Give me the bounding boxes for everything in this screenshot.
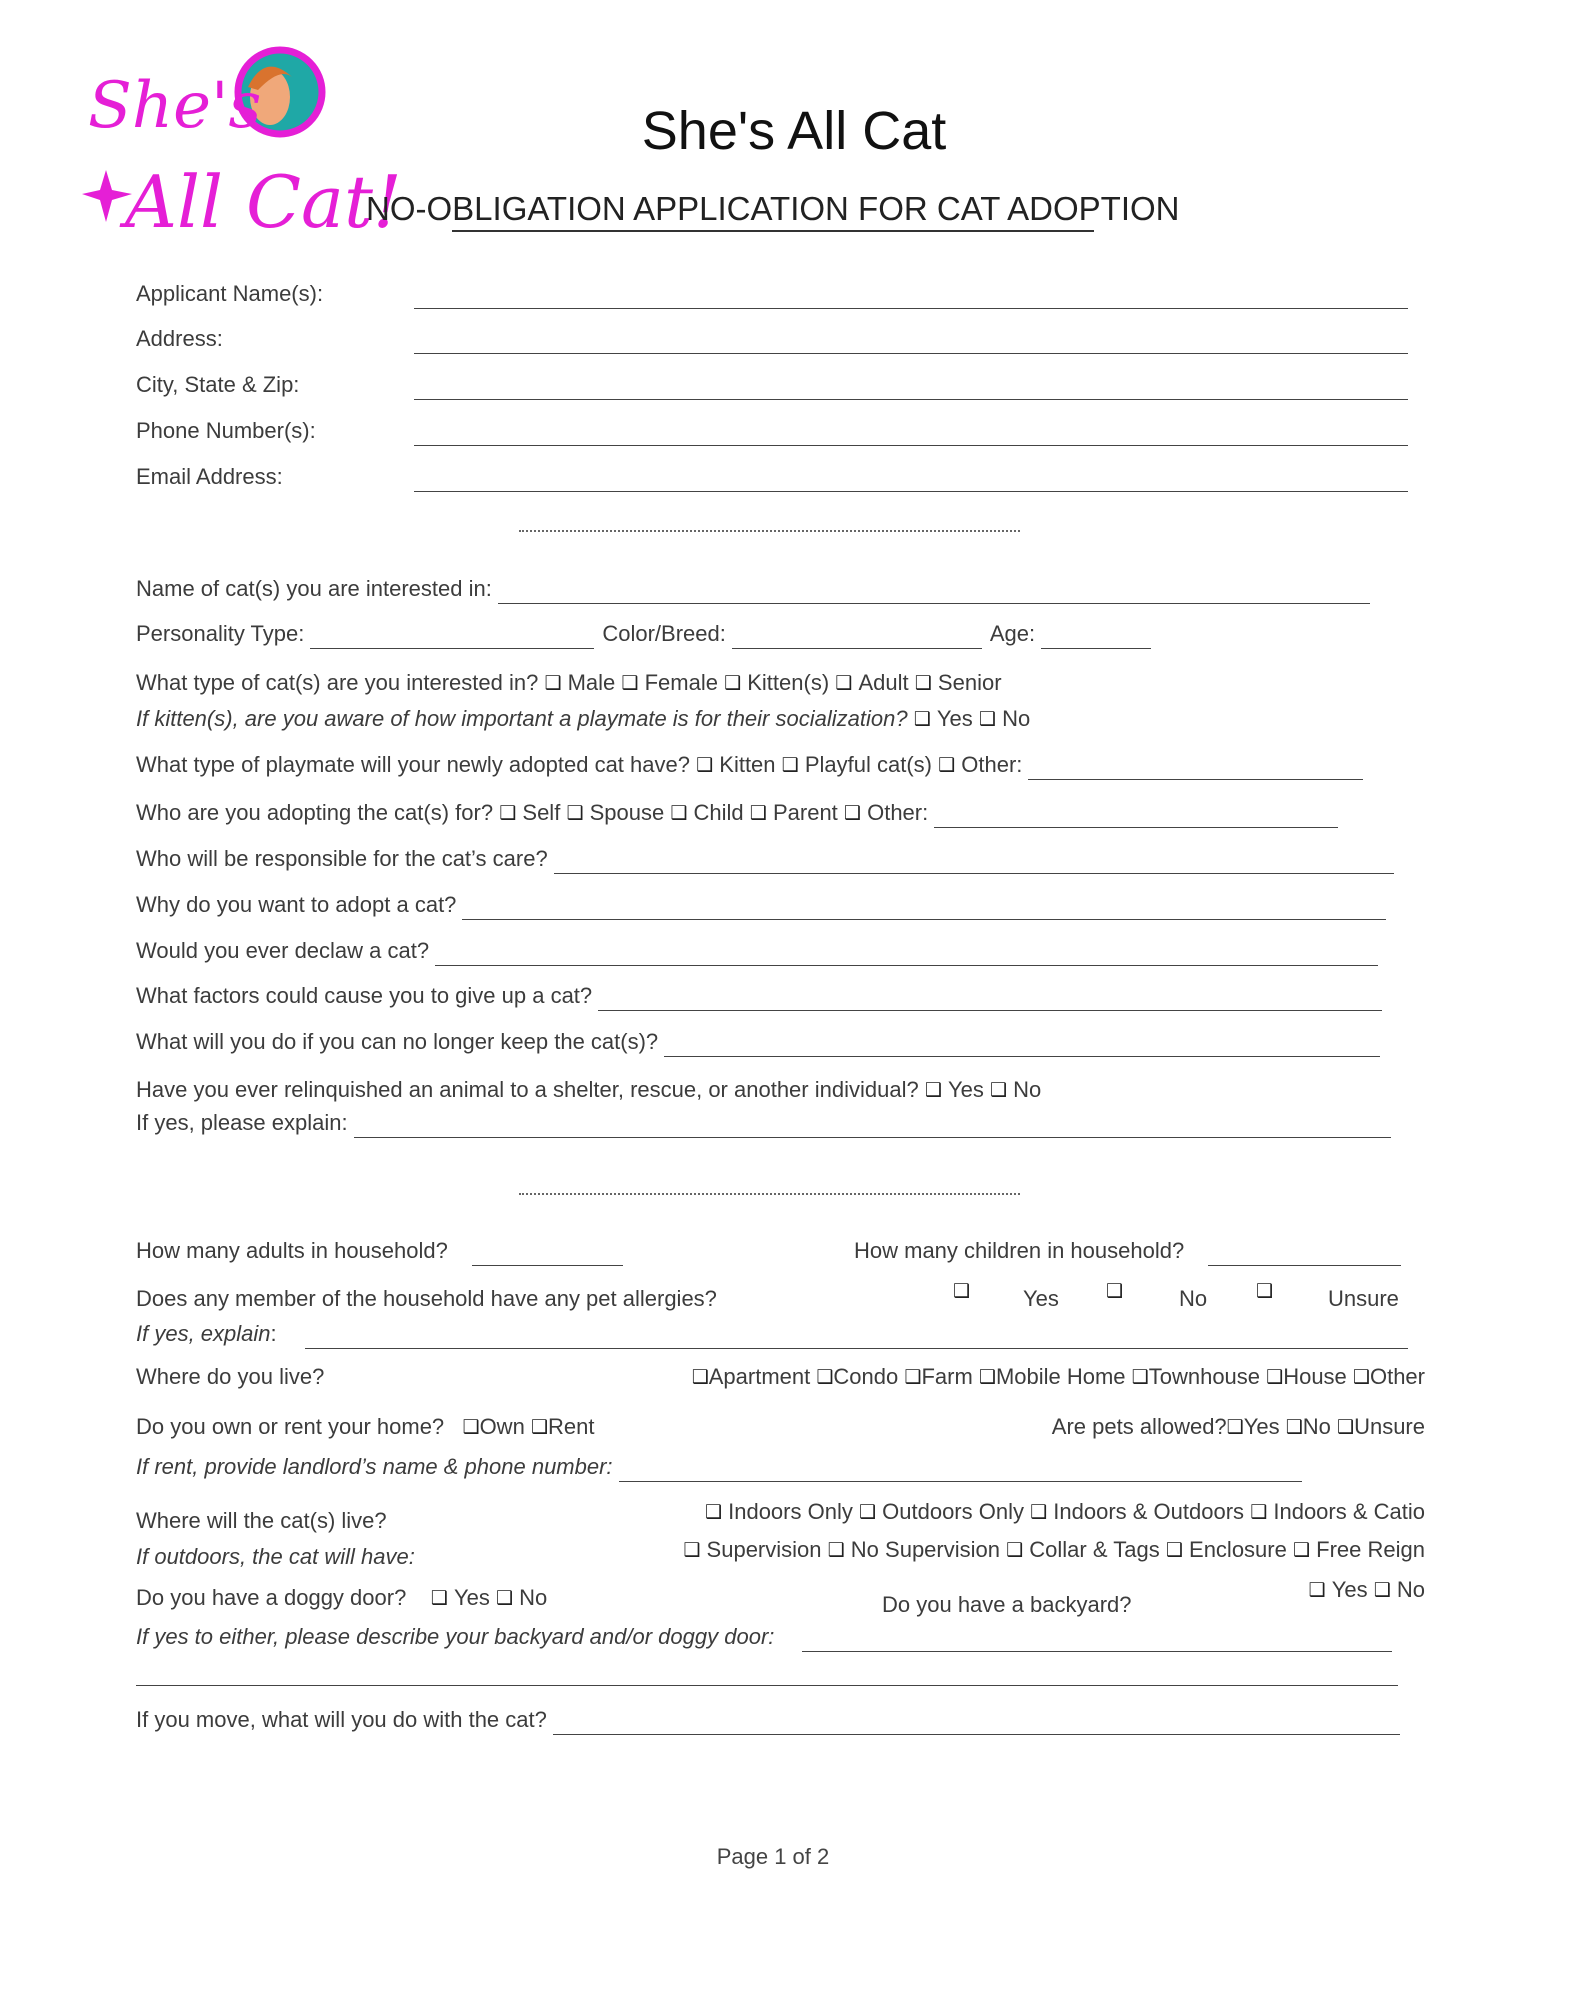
- landlord-input[interactable]: [619, 1459, 1302, 1482]
- applicant-name-input[interactable]: [414, 286, 1408, 309]
- checkbox-no[interactable]: ❑: [1285, 1416, 1303, 1438]
- checkbox-kitten-playmate[interactable]: ❑: [696, 754, 714, 776]
- field-label: If yes, please explain:: [136, 1110, 348, 1135]
- cat-live-row: [136, 1506, 387, 1536]
- responsible-input[interactable]: [554, 851, 1394, 874]
- field-label: If yes, explain: [136, 1321, 271, 1346]
- cat-name-row: [136, 574, 1370, 604]
- question: What factors could cause you to give up a cat?: [136, 983, 593, 1008]
- option-label: Kitten(s): [747, 670, 830, 695]
- field-phone: [136, 416, 1408, 446]
- question: Does any member of the household have any pet allergies?: [136, 1286, 717, 1311]
- checkbox-indoors-catio[interactable]: ❑: [1250, 1501, 1268, 1523]
- checkbox-collar-tags[interactable]: ❑: [1006, 1539, 1024, 1561]
- checkbox-playful-cat[interactable]: ❑: [781, 754, 799, 776]
- phone-input[interactable]: [414, 423, 1408, 446]
- no-longer-row: [136, 1027, 1380, 1057]
- checkbox-apartment[interactable]: ❑: [691, 1366, 709, 1388]
- backyard-question: Do you have a backyard?: [882, 1592, 1132, 1617]
- question: Have you ever relinquished an animal to a shelter, rescue, or another individual?: [136, 1077, 919, 1102]
- option-label: Parent: [772, 800, 838, 825]
- question: How many adults in household?: [136, 1238, 448, 1263]
- checkbox-self[interactable]: ❑: [499, 802, 517, 824]
- checkbox-other[interactable]: ❑: [938, 754, 956, 776]
- checkbox-allergy-yes[interactable]: ❑: [953, 1280, 971, 1302]
- option-label: Other:: [867, 800, 929, 825]
- move-input[interactable]: [553, 1712, 1400, 1735]
- cat-type-row: [136, 668, 1002, 698]
- playmate-row: [136, 750, 1363, 780]
- question: Do you own or rent your home?: [136, 1414, 445, 1439]
- checkbox-yes[interactable]: ❑: [1226, 1416, 1244, 1438]
- checkbox-parent[interactable]: ❑: [749, 802, 767, 824]
- doggy-door-row: [136, 1583, 547, 1613]
- playmate-other-input[interactable]: [1028, 757, 1363, 780]
- question: What type of playmate will your newly adopted cat have?: [136, 752, 690, 777]
- option-label: Other:: [961, 752, 1023, 777]
- checkbox-male[interactable]: ❑: [544, 672, 562, 694]
- page-title: She's All Cat: [641, 101, 947, 161]
- option-label: Yes: [1331, 1577, 1368, 1602]
- question: Why do you want to adopt a cat?: [136, 892, 457, 917]
- option-label: Senior: [937, 670, 1002, 695]
- checkbox-condo[interactable]: ❑: [816, 1366, 834, 1388]
- factors-input[interactable]: [598, 988, 1382, 1011]
- question: What type of cat(s) are you interested in?: [136, 670, 539, 695]
- describe-continued-row: [136, 1656, 1398, 1686]
- checkbox-kitten[interactable]: ❑: [724, 672, 742, 694]
- outdoor-options: [683, 1535, 1425, 1565]
- svg-text:She's: She's: [88, 69, 262, 143]
- city-state-zip-input[interactable]: [414, 377, 1408, 400]
- option-label: No: [519, 1585, 548, 1610]
- live-row: [136, 1362, 324, 1392]
- option-label: No: [1179, 1286, 1208, 1311]
- subtitle-underline: [452, 230, 1094, 232]
- question: What will you do if you can no longer keep the cat(s)?: [136, 1029, 659, 1054]
- adopting-for-other-input[interactable]: [934, 805, 1338, 828]
- option-label: Indoors & Outdoors: [1053, 1499, 1245, 1524]
- field-label: Age:: [989, 621, 1036, 646]
- backyard-options: [1309, 1575, 1425, 1605]
- checkbox-allergy-unsure[interactable]: ❑: [1256, 1280, 1274, 1302]
- page-number: Page 1 of 2: [716, 1844, 830, 1869]
- question: How many children in household?: [854, 1238, 1185, 1263]
- landlord-row: [136, 1452, 1302, 1482]
- page-subtitle: NO-OBLIGATION APPLICATION FOR CAT ADOPTION: [366, 190, 1180, 227]
- checkbox-allergy-no[interactable]: ❑: [1106, 1280, 1124, 1302]
- question: Do you have a doggy door?: [136, 1585, 407, 1610]
- option-label: Apartment: [708, 1364, 811, 1389]
- adults-row: [136, 1236, 623, 1266]
- checkbox-senior[interactable]: ❑: [914, 672, 932, 694]
- responsible-row: [136, 844, 1394, 874]
- option-label: Enclosure: [1189, 1537, 1287, 1562]
- outdoor-row: [136, 1542, 415, 1572]
- option-label: Yes: [1243, 1414, 1280, 1439]
- option-label: Indoors Only: [728, 1499, 853, 1524]
- option-label: Male: [567, 670, 616, 695]
- allergy-explain-input[interactable]: [305, 1326, 1408, 1349]
- option-label: Self: [522, 800, 561, 825]
- option-label: Child: [693, 800, 744, 825]
- option-label: Rent: [547, 1414, 595, 1439]
- checkbox-yes[interactable]: ❑: [913, 708, 931, 730]
- checkbox-own[interactable]: ❑: [462, 1416, 480, 1438]
- field-label: Phone Number(s):: [136, 418, 316, 443]
- option-label: Unsure: [1354, 1414, 1425, 1439]
- question: Where do you live?: [136, 1364, 325, 1389]
- allergy-row: [136, 1284, 717, 1314]
- relinquish-row: [136, 1075, 1041, 1105]
- question: Who will be responsible for the cat’s care?: [136, 846, 548, 871]
- field-label: Color/Breed:: [602, 621, 726, 646]
- field-email: [136, 462, 1408, 492]
- personality-row: [136, 619, 1151, 649]
- option-label: Indoors & Catio: [1273, 1499, 1425, 1524]
- option-label: Yes: [453, 1585, 490, 1610]
- adopting-for-row: [136, 798, 1338, 828]
- move-row: [136, 1705, 1400, 1735]
- section-divider: [519, 530, 1020, 532]
- checkbox-rent[interactable]: ❑: [530, 1416, 548, 1438]
- option-label: Playful cat(s): [804, 752, 932, 777]
- email-input[interactable]: [414, 469, 1408, 492]
- checkbox-no-supervision[interactable]: ❑: [827, 1539, 845, 1561]
- option-label: Adult: [858, 670, 909, 695]
- checkbox-spouse[interactable]: ❑: [566, 802, 584, 824]
- checkbox-no[interactable]: ❑: [978, 708, 996, 730]
- checkbox-mobile-home[interactable]: ❑: [978, 1366, 996, 1388]
- kitten-playmate-row: [136, 704, 1030, 734]
- option-label: Supervision: [706, 1537, 822, 1562]
- field-label: Applicant Name(s):: [136, 281, 324, 306]
- describe-input[interactable]: [802, 1629, 1392, 1652]
- field-label: Address:: [136, 326, 223, 351]
- checkbox-no[interactable]: ❑: [990, 1079, 1008, 1101]
- cat-live-options: [705, 1497, 1425, 1527]
- checkbox-yes[interactable]: ❑: [924, 1079, 942, 1101]
- field-label: Name of cat(s) you are interested in:: [136, 576, 492, 601]
- describe-continued-input[interactable]: [136, 1663, 1398, 1686]
- option-label: Yes: [947, 1077, 984, 1102]
- pets-allowed-row: [1052, 1412, 1425, 1442]
- option-label: Collar & Tags: [1029, 1537, 1160, 1562]
- checkbox-child[interactable]: ❑: [670, 802, 688, 824]
- relinquish-explain-input[interactable]: [354, 1115, 1391, 1138]
- no-longer-input[interactable]: [664, 1034, 1380, 1057]
- describe-row: [136, 1622, 1392, 1652]
- checkbox-yes[interactable]: ❑: [1308, 1579, 1326, 1601]
- field-applicant-name: [136, 279, 1408, 309]
- field-address: [136, 324, 1408, 354]
- option-label: Townhouse: [1148, 1364, 1261, 1389]
- color-breed-input[interactable]: [732, 626, 982, 649]
- checkbox-yes[interactable]: ❑: [430, 1587, 448, 1609]
- why-input[interactable]: [462, 897, 1386, 920]
- option-label: Farm: [921, 1364, 973, 1389]
- declaw-row: [136, 936, 1378, 966]
- why-row: [136, 890, 1386, 920]
- checkbox-indoors-only[interactable]: ❑: [704, 1501, 722, 1523]
- checkbox-enclosure[interactable]: ❑: [1165, 1539, 1183, 1561]
- field-label: If yes to either, please describe your backyard and/or doggy door:: [136, 1624, 775, 1649]
- field-city: [136, 370, 1408, 400]
- field-label: City, State & Zip:: [136, 372, 300, 397]
- option-label: Condo: [833, 1364, 899, 1389]
- checkbox-farm[interactable]: ❑: [904, 1366, 922, 1388]
- field-label: Personality Type:: [136, 621, 305, 646]
- option-label: No Supervision: [850, 1537, 1000, 1562]
- question: Are pets allowed?: [1051, 1414, 1227, 1439]
- checkbox-supervision[interactable]: ❑: [683, 1539, 701, 1561]
- own-rent-row: [136, 1412, 594, 1442]
- option-label: Female: [644, 670, 718, 695]
- option-label: Kitten: [719, 752, 776, 777]
- question: Would you ever declaw a cat?: [136, 938, 430, 963]
- checkbox-townhouse[interactable]: ❑: [1131, 1366, 1149, 1388]
- option-label: No: [1002, 706, 1031, 731]
- field-label: Email Address:: [136, 464, 283, 489]
- option-label: Yes: [1023, 1286, 1059, 1311]
- checkbox-other[interactable]: ❑: [1352, 1366, 1370, 1388]
- option-label: No: [1013, 1077, 1042, 1102]
- field-label: If rent, provide landlord’s name & phone number:: [136, 1454, 613, 1479]
- question: If you move, what will you do with the cat?: [136, 1707, 547, 1732]
- option-label: No: [1396, 1577, 1425, 1602]
- live-options: [692, 1362, 1425, 1392]
- children-row: [854, 1236, 1401, 1266]
- factors-row: [136, 981, 1382, 1011]
- option-label: Yes: [936, 706, 973, 731]
- checkbox-indoors-outdoors[interactable]: ❑: [1030, 1501, 1048, 1523]
- option-label: Unsure: [1328, 1286, 1399, 1311]
- age-input[interactable]: [1041, 626, 1151, 649]
- question: Who are you adopting the cat(s) for?: [136, 800, 494, 825]
- personality-input[interactable]: [310, 626, 594, 649]
- option-label: House: [1283, 1364, 1347, 1389]
- checkbox-outdoors-only[interactable]: ❑: [858, 1501, 877, 1523]
- option-label: Mobile Home: [995, 1364, 1126, 1389]
- checkbox-female[interactable]: ❑: [621, 672, 639, 694]
- adults-input[interactable]: [472, 1243, 623, 1266]
- svg-text:All Cat!: All Cat!: [125, 160, 402, 244]
- question: If outdoors, the cat will have:: [136, 1544, 415, 1569]
- section-divider: [519, 1193, 1020, 1195]
- address-input[interactable]: [414, 331, 1408, 354]
- checkbox-no[interactable]: ❑: [1373, 1579, 1391, 1601]
- question: Where will the cat(s) live?: [136, 1508, 387, 1533]
- checkbox-unsure[interactable]: ❑: [1337, 1416, 1355, 1438]
- checkbox-free-reign[interactable]: ❑: [1292, 1539, 1311, 1561]
- checkbox-house[interactable]: ❑: [1266, 1366, 1284, 1388]
- option-label: Spouse: [589, 800, 665, 825]
- checkbox-other[interactable]: ❑: [843, 802, 861, 824]
- allergy-explain-row: [136, 1319, 1408, 1349]
- checkbox-no[interactable]: ❑: [495, 1587, 513, 1609]
- option-label: Free Reign: [1316, 1537, 1425, 1562]
- option-label: Own: [479, 1414, 525, 1439]
- option-label: No: [1302, 1414, 1331, 1439]
- relinquish-explain-row: [136, 1108, 1391, 1138]
- option-label: Other: [1369, 1364, 1425, 1389]
- declaw-input[interactable]: [435, 943, 1378, 966]
- question: If kitten(s), are you aware of how important a playmate is for their socialization?: [136, 706, 908, 731]
- colon: :: [270, 1321, 277, 1346]
- checkbox-adult[interactable]: ❑: [835, 672, 853, 694]
- option-label: Outdoors Only: [882, 1499, 1024, 1524]
- children-input[interactable]: [1208, 1243, 1401, 1266]
- cat-name-input[interactable]: [498, 581, 1370, 604]
